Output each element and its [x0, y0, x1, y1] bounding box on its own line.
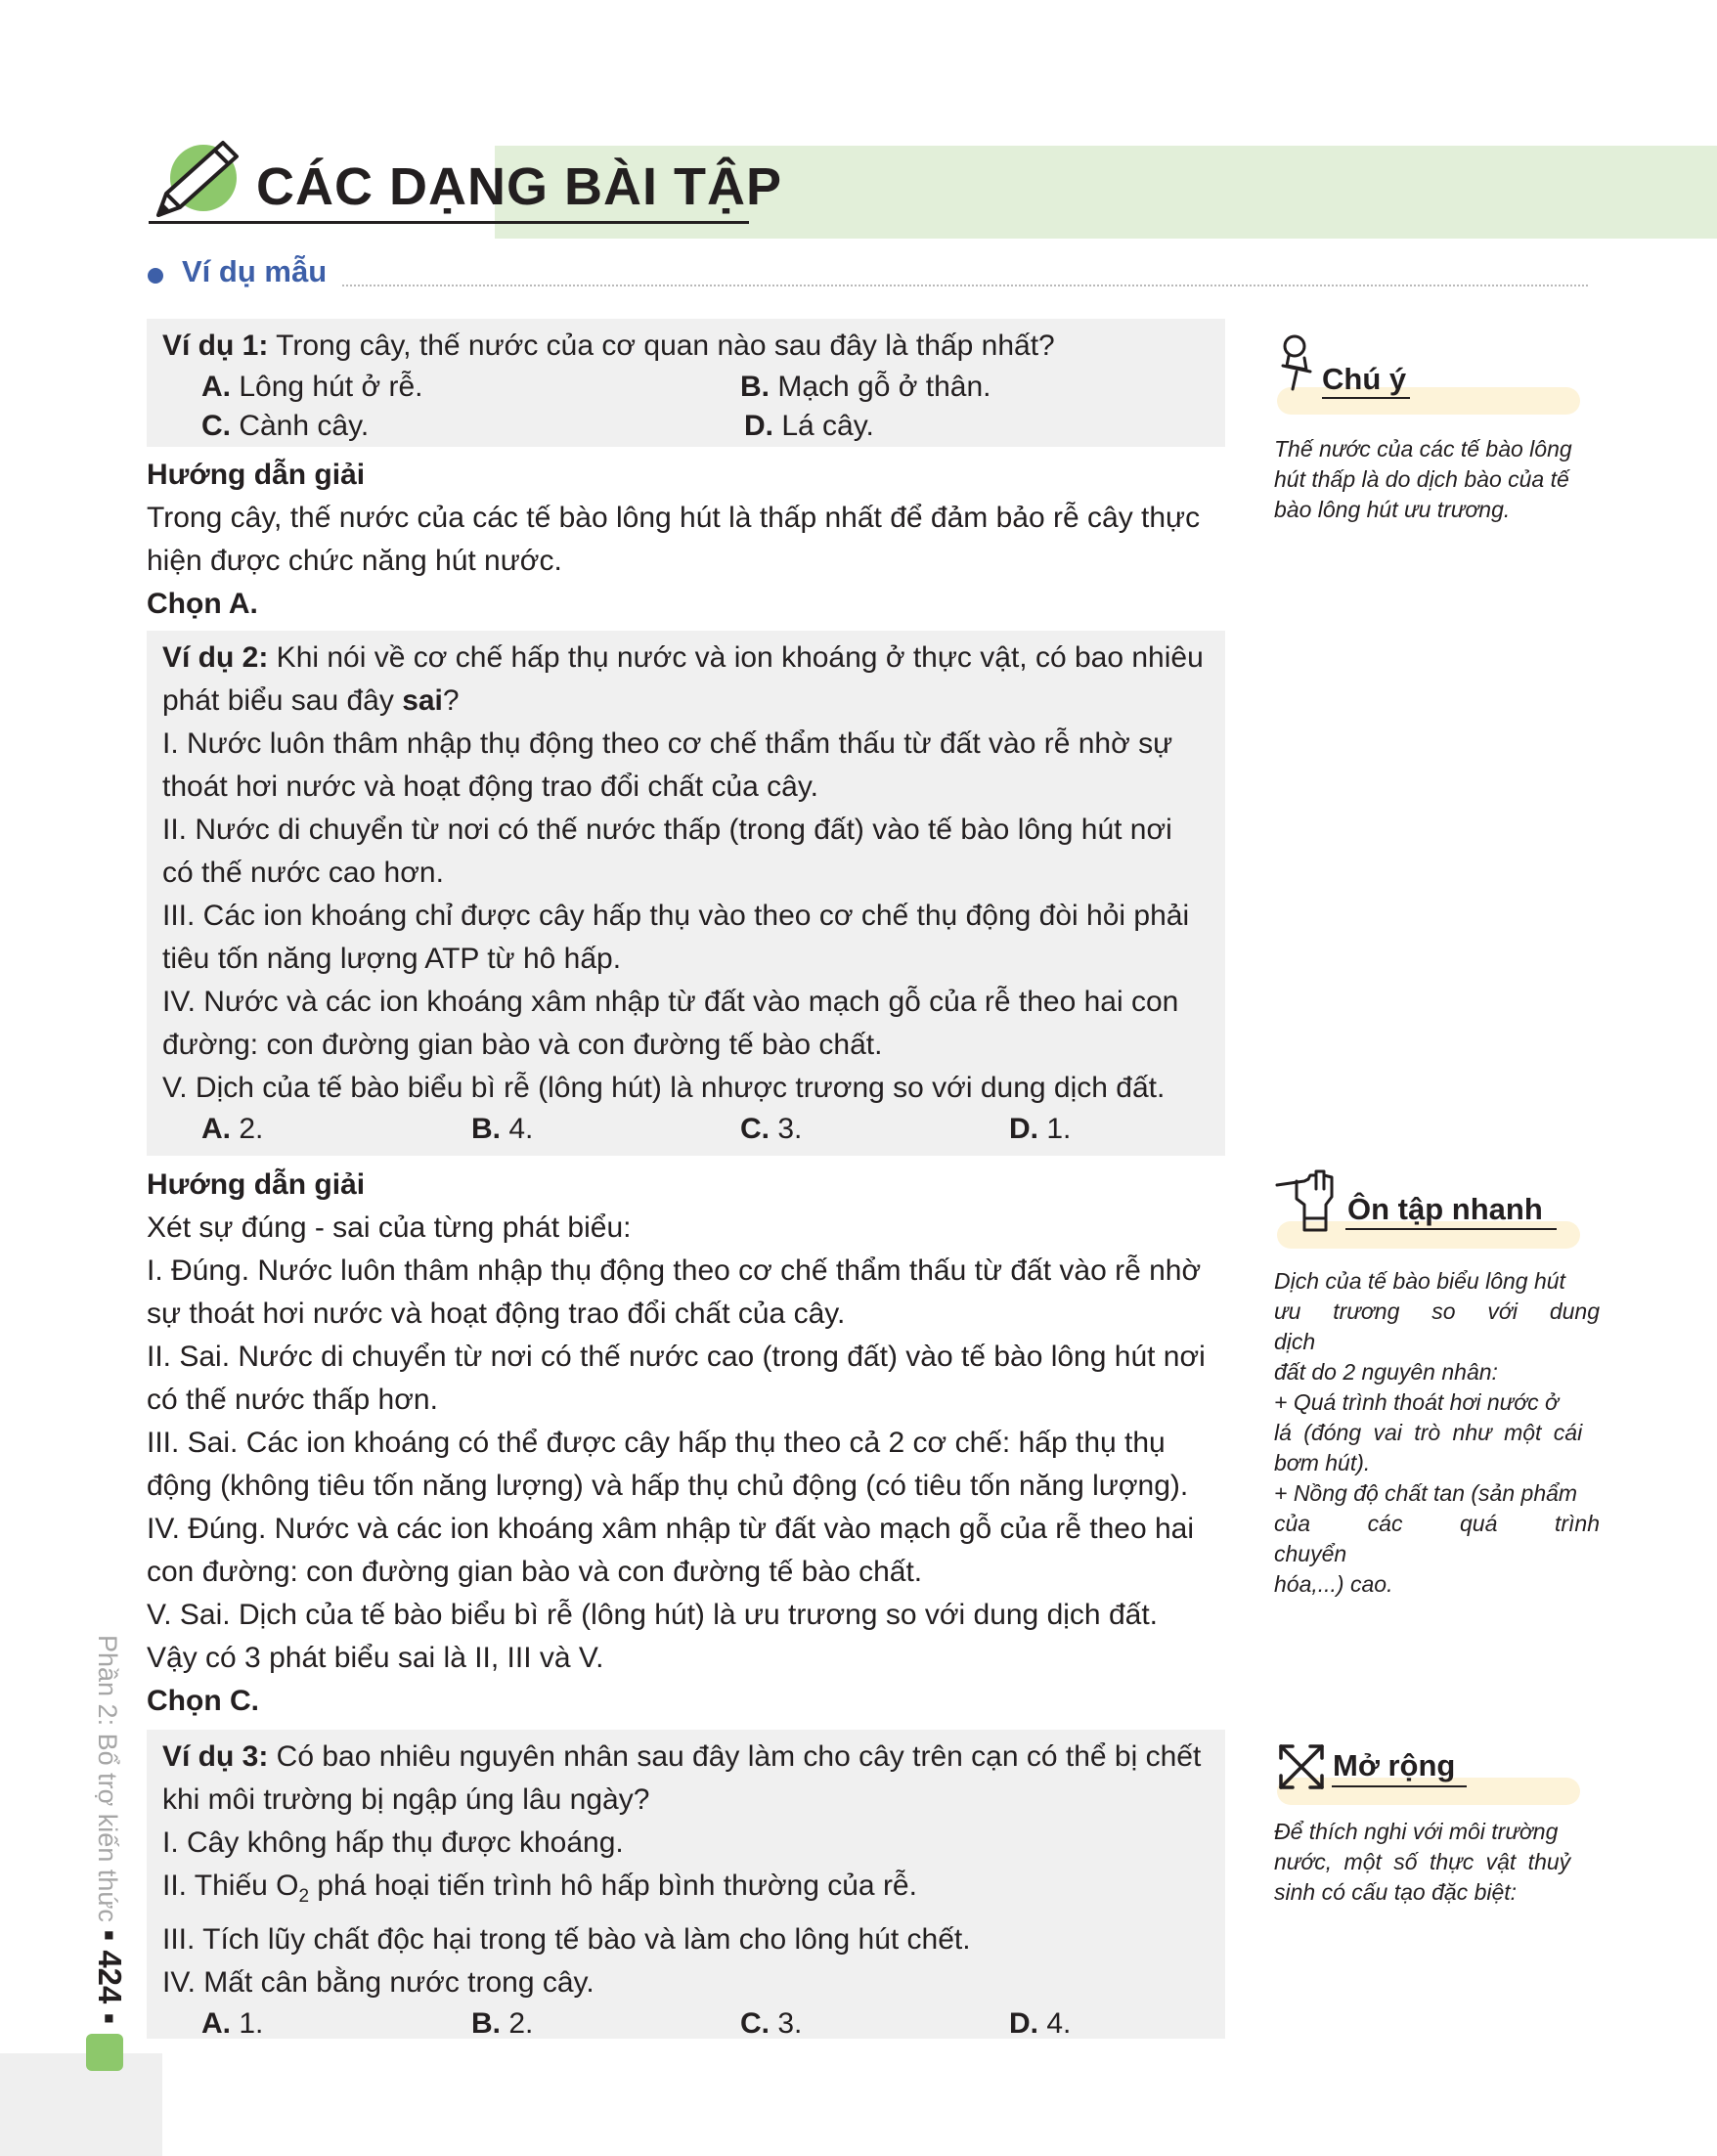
hand-pointer-icon — [1275, 1169, 1343, 1234]
note-line: Thế nước của các tế bào lông — [1274, 436, 1572, 462]
example-2-statement: tiêu tốn năng lượng ATP từ hô hấp. — [162, 943, 622, 975]
example-2-statement: III. Các ion khoáng chỉ được cây hấp thụ vào theo cơ chế thụ động đòi hỏi phải — [162, 900, 1190, 932]
example-2-statement: đường: con đường gian bào và con đường tế bào chất. — [162, 1029, 883, 1061]
example-2-option-c: C. 3. — [740, 1113, 803, 1145]
solution-1-line: hiện được chức năng hút nước. — [147, 545, 562, 577]
solution-1 — [147, 454, 1225, 626]
review-line: + Quá trình thoát hơi nước ở — [1274, 1389, 1559, 1415]
expand-line: sinh có cấu tạo đặc biệt: — [1274, 1879, 1518, 1905]
example-1-box — [147, 319, 1225, 447]
example-2-emphasis: sai — [402, 684, 443, 717]
example-2-box — [147, 631, 1225, 1156]
review-line: + Nồng độ chất tan (sản phẩm — [1274, 1480, 1578, 1506]
section-title: Ví dụ mẫu — [182, 254, 328, 288]
example-3-option-c: C. 3. — [740, 2007, 803, 2040]
page-title: CÁC DẠNG BÀI TẬP — [256, 157, 782, 216]
example-2-question — [162, 631, 1210, 1110]
example-3-question — [162, 1730, 1210, 2004]
review-line: bơm hút). — [1274, 1450, 1371, 1475]
example-1-label: Ví dụ 1: — [162, 330, 269, 362]
example-2-statement: II. Nước di chuyển từ nơi có thế nước thấp (trong đất) vào tế bào lông hút nơi — [162, 814, 1172, 846]
note-body — [1274, 434, 1600, 525]
example-2-option-b: B. 4. — [471, 1113, 534, 1145]
example-2-question-text: phát biểu sau đây — [162, 684, 403, 717]
example-1-option-a: A. Lông hút ở rễ. — [201, 371, 423, 403]
solution-2-heading: Hướng dẫn giải — [147, 1168, 366, 1201]
note-title: Chú ý — [1322, 362, 1407, 396]
review-line: hóa,...) cao. — [1274, 1571, 1393, 1597]
example-1-question-text: Trong cây, thế nước của cơ quan nào sau đây là thấp nhất? — [268, 330, 1055, 362]
expand-title-underline — [1332, 1785, 1467, 1787]
expand-arrows-icon — [1275, 1740, 1328, 1793]
solution-2 — [147, 1164, 1225, 1723]
example-2-statement: có thế nước cao hơn. — [162, 857, 444, 889]
example-3-statement: I. Cây không hấp thụ được khoáng. — [162, 1826, 624, 1859]
page-tab — [86, 2034, 123, 2071]
example-1-option-b: B. Mạch gỗ ở thân. — [740, 371, 991, 403]
expand-body — [1274, 1817, 1600, 1908]
margin-running-head: Phần 2: Bổ trợ kiến thức ▪ 424 ▪ — [92, 1635, 128, 2025]
solution-2-line: III. Sai. Các ion khoáng có thể được cây hấp thụ theo cả 2 cơ chế: hấp thụ thụ — [147, 1427, 1166, 1459]
corner-block — [0, 2053, 162, 2156]
solution-2-line: động (không tiêu tốn năng lượng) và hấp thụ chủ động (có tiêu tốn năng lượng). — [147, 1470, 1189, 1502]
example-3-question-text: Có bao nhiêu nguyên nhân sau đây làm cho cây trên cạn có thể bị chết — [268, 1740, 1202, 1773]
note-line: hút thấp là do dịch bào của tế — [1274, 466, 1569, 492]
review-line: lá (đóng vai trò như một cái — [1274, 1420, 1583, 1445]
example-3-option-a: A. 1. — [201, 2007, 264, 2040]
example-3-statement: II. Thiếu $O_2$ phá hoại tiến trình hô hấp bình thường của rễ. — [162, 1870, 917, 1907]
solution-2-line: Xét sự đúng - sai của từng phát biểu: — [147, 1211, 632, 1244]
example-2-option-a: A. 2. — [201, 1113, 264, 1145]
example-3-statement: III. Tích lũy chất độc hại trong tế bào và làm cho lông hút chết. — [162, 1923, 971, 1956]
solution-2-line: V. Sai. Dịch của tế bào biểu bì rễ (lông hút) là ưu trương so với dung dịch đất. — [147, 1599, 1158, 1631]
solution-2-line: con đường: con đường gian bào và con đường tế bào chất. — [147, 1556, 923, 1588]
expand-title: Mở rộng — [1333, 1748, 1456, 1782]
example-2-question-text: ? — [442, 684, 460, 717]
bullet-dot-icon — [148, 268, 163, 284]
pushpin-icon — [1277, 332, 1324, 393]
review-line: của các quá trình chuyển — [1274, 1511, 1600, 1566]
solution-1-line: Trong cây, thế nước của các tế bào lông hút là thấp nhất để đảm bảo rễ cây thực — [147, 502, 1201, 534]
example-3-option-b: B. 2. — [471, 2007, 534, 2040]
example-2-options — [162, 1110, 1210, 1149]
solution-2-line: IV. Đúng. Nước và các ion khoáng xâm nhập từ đất vào mạch gỗ của rễ theo hai — [147, 1513, 1195, 1545]
example-3-option-d: D. 4. — [1009, 2007, 1072, 2040]
example-2-statement: I. Nước luôn thâm nhập thụ động theo cơ chế thẩm thấu từ đất vào rễ nhờ sự — [162, 727, 1173, 760]
example-3-box — [147, 1730, 1225, 2039]
solution-2-line: Vậy có 3 phát biểu sai là II, III và V. — [147, 1642, 604, 1674]
example-1-options-row2 — [162, 407, 1210, 446]
example-2-label: Ví dụ 2: — [162, 641, 269, 674]
example-2-statement: IV. Nước và các ion khoáng xâm nhập từ đất vào mạch gỗ của rễ theo hai con — [162, 986, 1179, 1018]
solution-2-answer: Chọn C. — [147, 1685, 259, 1717]
example-1-option-c: C. Cành cây. — [201, 410, 370, 442]
example-3-statement: IV. Mất cân bằng nước trong cây. — [162, 1966, 594, 1999]
example-1-options-row1 — [162, 368, 1210, 407]
solution-2-line: I. Đúng. Nước luôn thâm nhập thụ động theo cơ chế thẩm thấu từ đất vào rễ nhờ — [147, 1254, 1202, 1287]
review-body — [1274, 1266, 1600, 1600]
part-label: Phần 2: Bổ trợ kiến thức — [93, 1635, 122, 1922]
solution-1-heading: Hướng dẫn giải — [147, 459, 366, 491]
example-3-label: Ví dụ 3: — [162, 1740, 269, 1773]
solution-1-answer: Chọn A. — [147, 588, 258, 620]
solution-2-line: sự thoát hơi nước và hoạt động trao đổi chất của cây. — [147, 1298, 846, 1330]
review-line: ưu trương so với dung dịch — [1274, 1298, 1600, 1354]
solution-2-line: có thế nước thấp hơn. — [147, 1384, 438, 1416]
note-line: bào lông hút ưu trương. — [1274, 497, 1511, 522]
expand-line: nước, một số thực vật thuỷ — [1274, 1849, 1571, 1874]
pencil-icon — [147, 133, 254, 225]
page-number: 424 — [92, 1950, 128, 2004]
section-dotted-rule — [342, 285, 1588, 286]
example-2-statement: V. Dịch của tế bào biểu bì rễ (lông hút) là nhược trương so với dung dịch đất. — [162, 1072, 1166, 1104]
note-title-underline — [1322, 397, 1410, 399]
review-title-underline — [1345, 1228, 1557, 1230]
review-title: Ôn tập nhanh — [1347, 1192, 1543, 1226]
review-line: đất do 2 nguyên nhân: — [1274, 1359, 1498, 1385]
expand-line: Để thích nghi với môi trường — [1274, 1819, 1559, 1844]
example-3-options — [162, 2004, 1210, 2044]
title-underline — [149, 221, 749, 224]
example-2-question-text: Khi nói về cơ chế hấp thụ nước và ion khoáng ở thực vật, có bao nhiêu — [268, 641, 1204, 674]
solution-2-line: II. Sai. Nước di chuyển từ nơi có thế nước cao (trong đất) vào tế bào lông hút nơi — [147, 1341, 1206, 1373]
review-line: Dịch của tế bào biểu lông hút — [1274, 1268, 1565, 1294]
example-1-question — [162, 319, 1210, 368]
example-1-option-d: D. Lá cây. — [744, 410, 874, 442]
example-2-option-d: D. 1. — [1009, 1113, 1072, 1145]
example-3-question-text: khi môi trường bị ngập úng lâu ngày? — [162, 1783, 650, 1816]
example-2-statement: thoát hơi nước và hoạt động trao đổi chất của cây. — [162, 770, 818, 803]
